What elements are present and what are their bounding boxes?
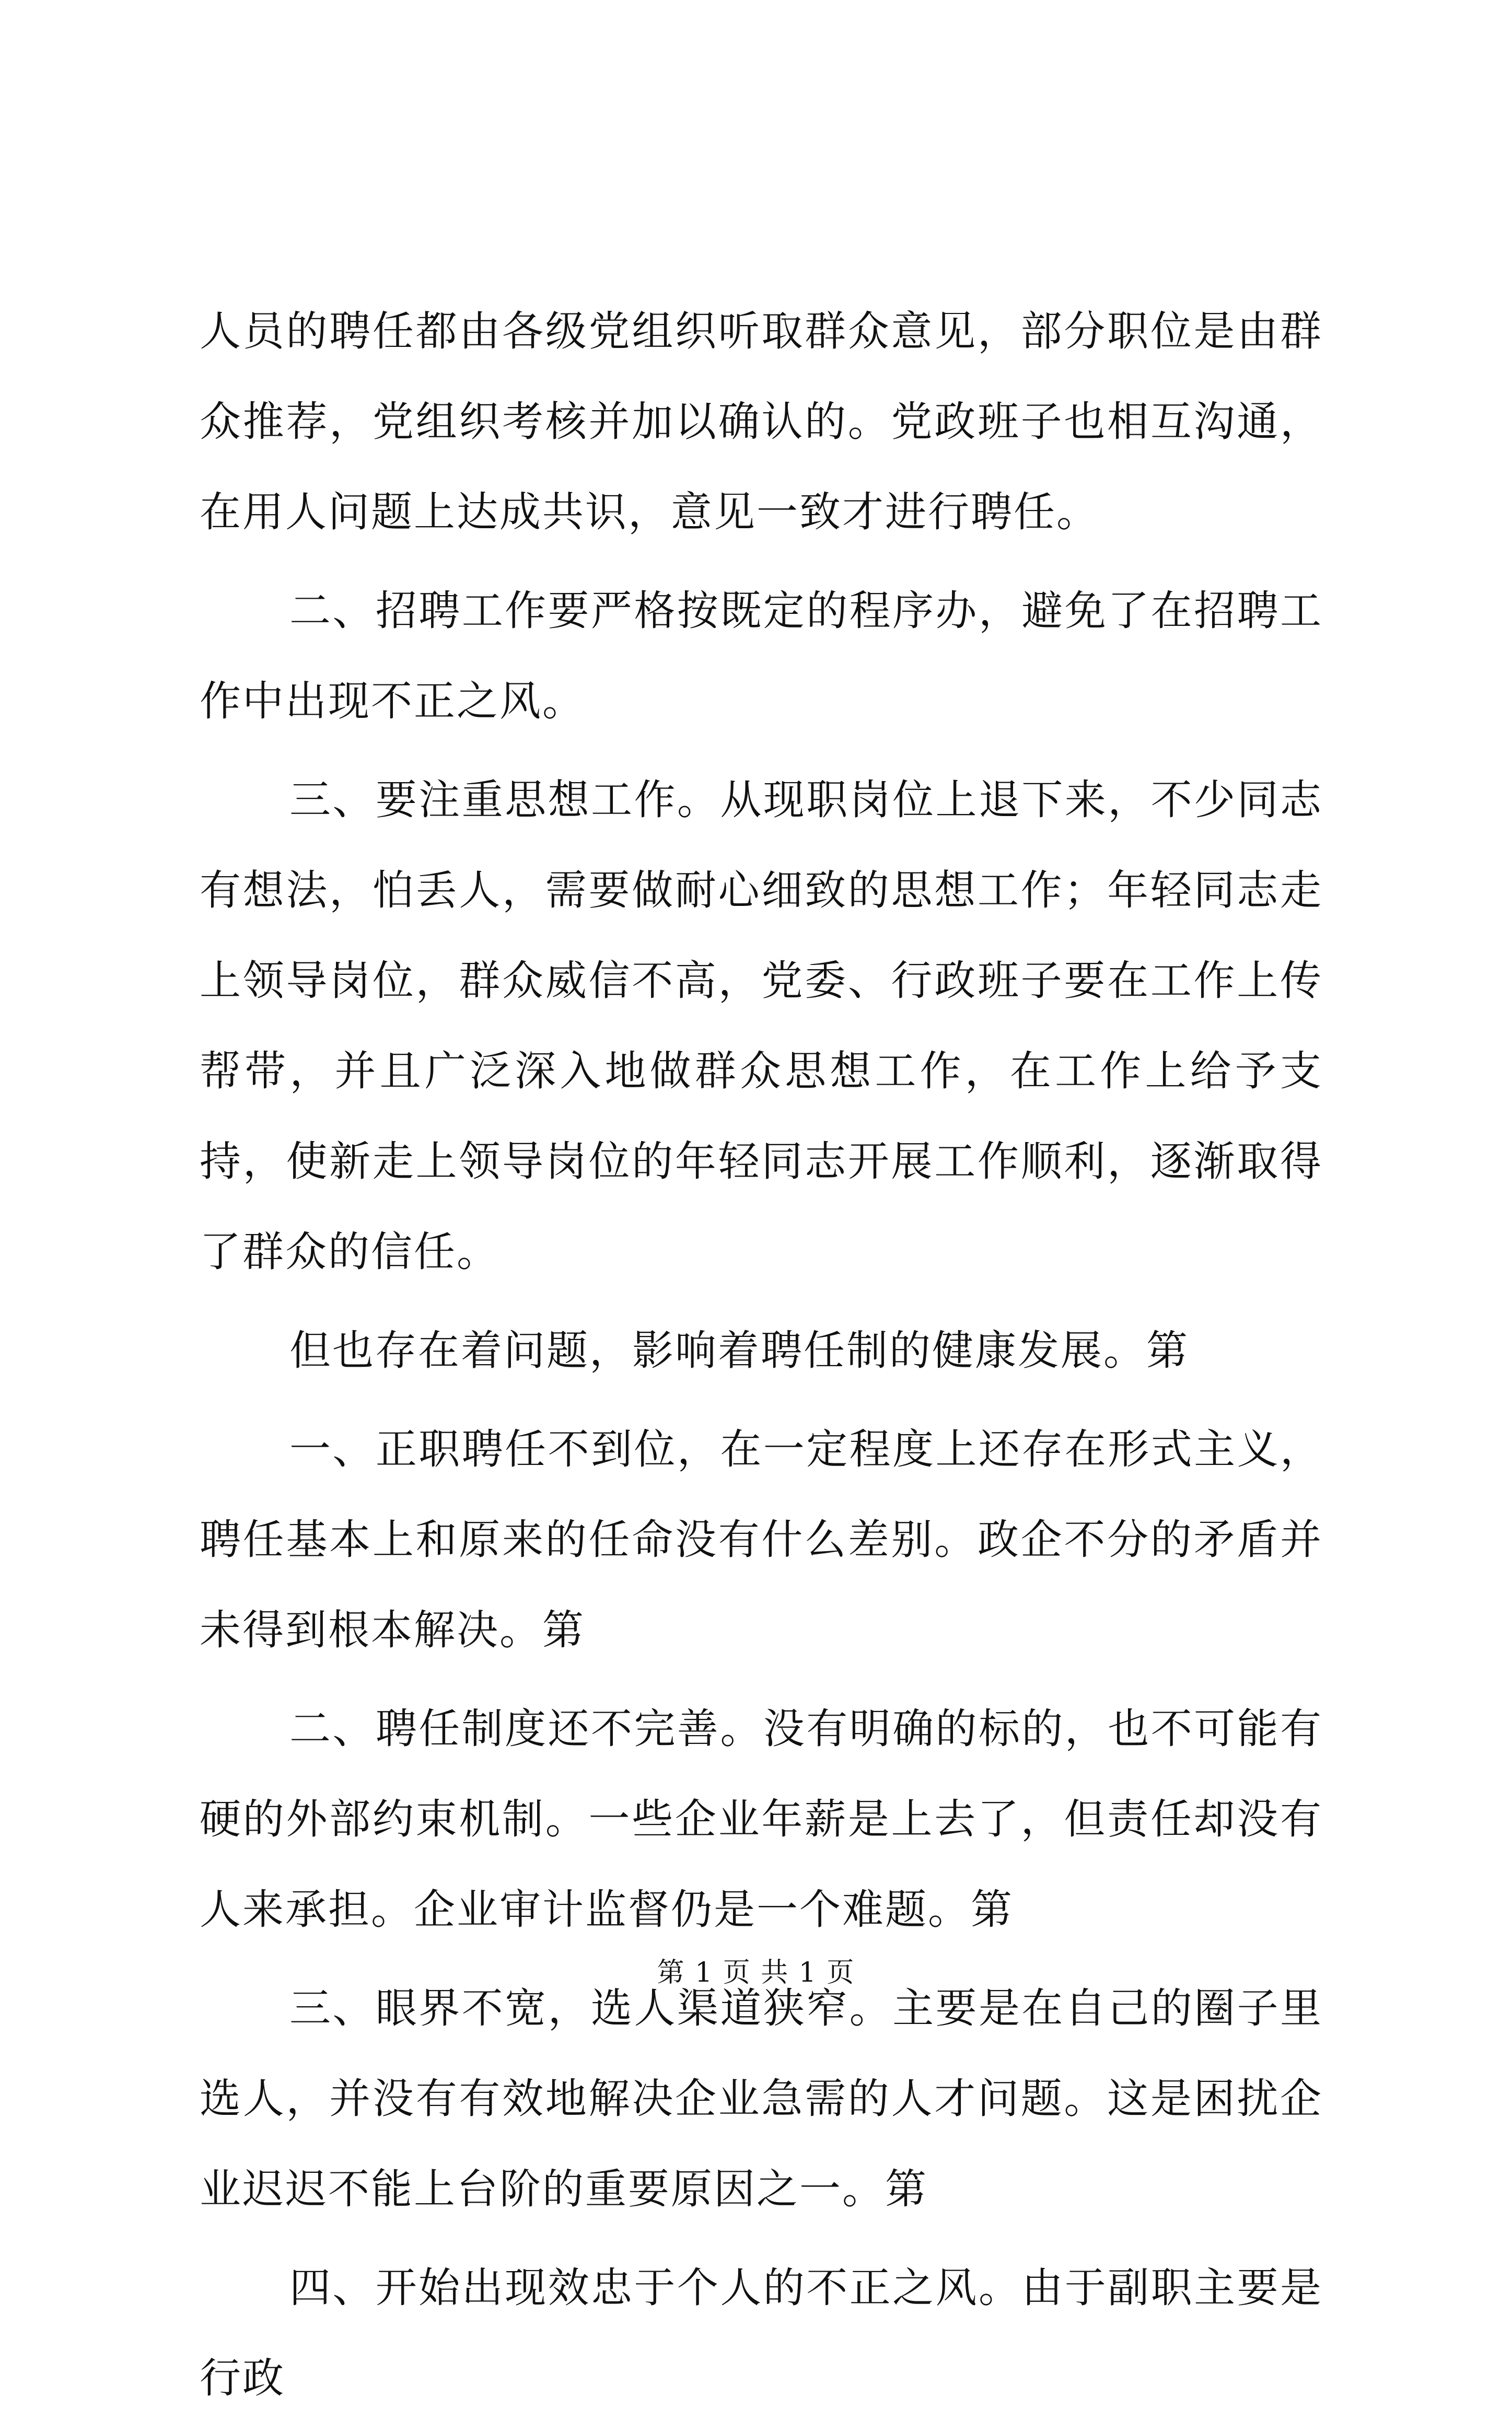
paragraph-3: 三、要注重思想工作。从现职岗位上退下来，不少同志有想法，怕丢人，需要做耐心细致的思想工作；年轻同志走上领导岗位，群众威信不高，党委、行政班子要在工作上传帮带，并且广泛深入地做群众思想工作，在工作上给予支持，使新走上领导岗位的年轻同志开展工作顺利，逐渐取得了群众的信任。 [200,776,1323,1276]
paragraph-5: 一、正职聘任不到位，在一定程度上还存在形式主义，聘任基本上和原来的任命没有什么差别。政企不分的矛盾并未得到根本解决。第 [200,1425,1323,1654]
paragraph-7: 三、眼界不宽，选人渠道狭窄。主要是在自己的圈子里选人，并没有有效地解决企业急需的人才问题。这是困扰企业迟迟不能上台阶的重要原因之一。第 [200,1984,1323,2213]
paragraph-8: 四、开始出现效忠于个人的不正之风。由于副职主要是行政 [200,2264,1323,2402]
document-body [200,286,1323,2432]
paragraph-1: 人员的聘任都由各级党组织听取群众意见，部分职位是由群众推荐，党组织考核并加以确认的。党政班子也相互沟通，在用人问题上达成共识，意见一致才进行聘任。 [200,307,1323,536]
paragraph-2: 二、招聘工作要严格按既定的程序办，避免了在招聘工作中出现不正之风。 [200,587,1323,725]
paragraph-4: 但也存在着问题，影响着聘任制的健康发展。第 [289,1326,1189,1375]
paragraph-6: 二、聘任制度还不完善。没有明确的标的，也不可能有硬的外部约束机制。一些企业年薪是上去了，但责任却没有人来承担。企业审计监督仍是一个难题。第 [200,1705,1323,1934]
page-footer: 第 1 页 共 1 页 [657,1957,855,1988]
